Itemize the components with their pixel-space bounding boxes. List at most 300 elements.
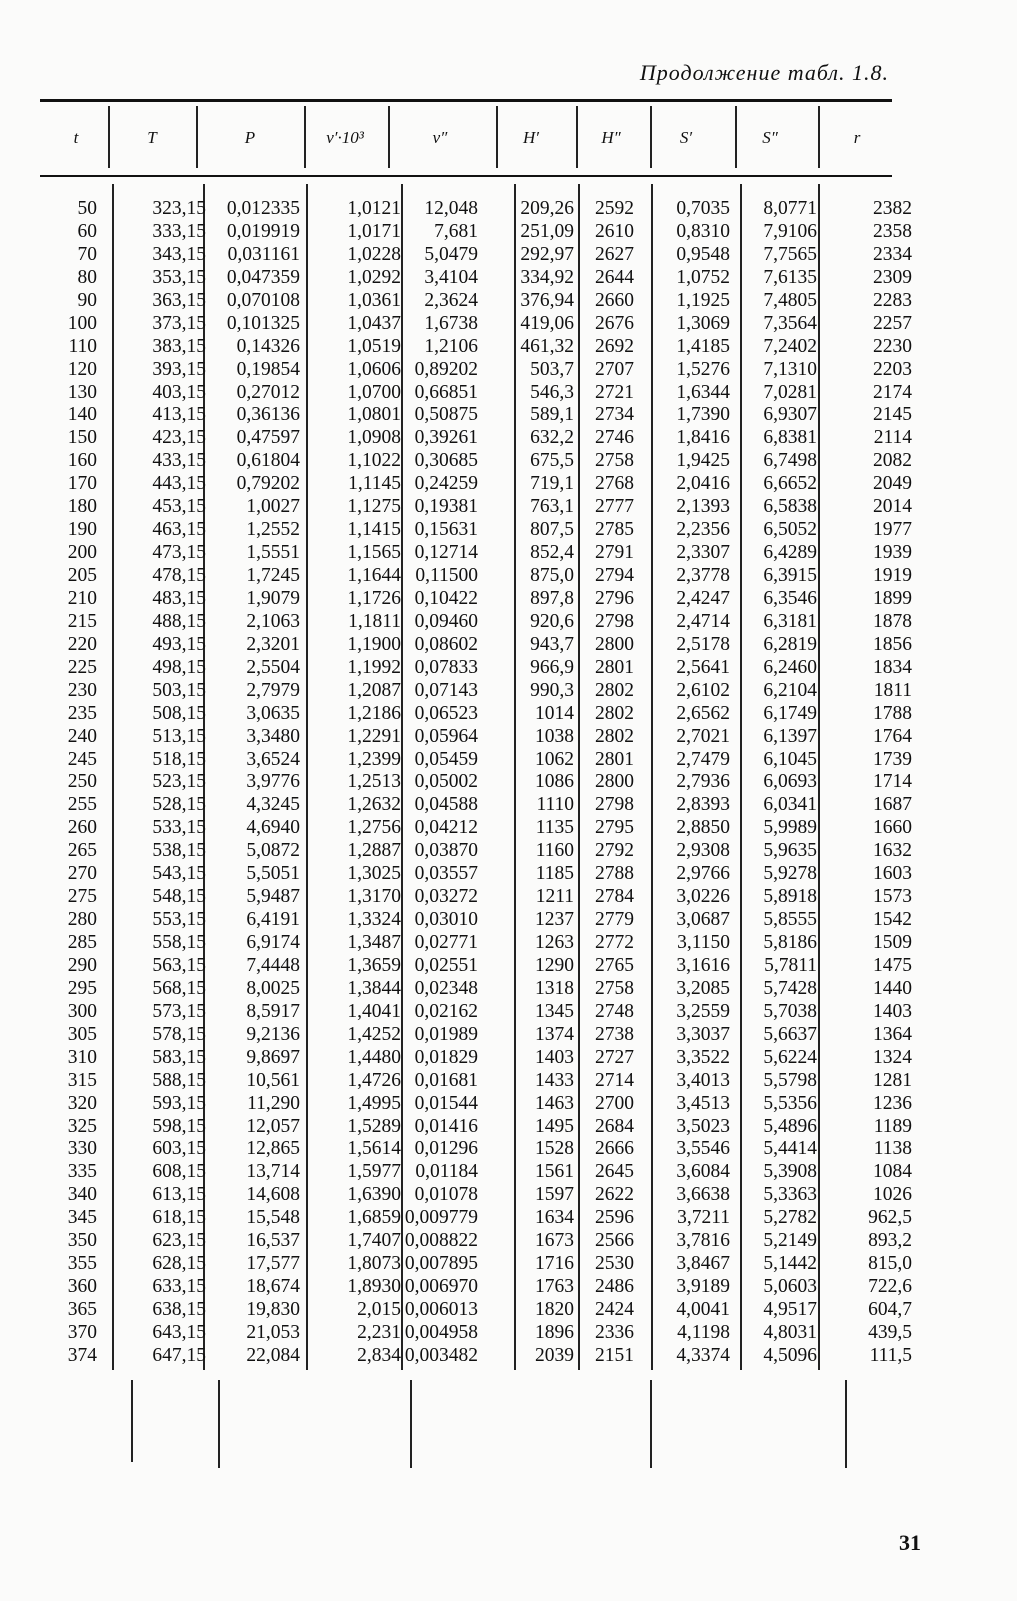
- table-cell: 0,009779: [404, 1207, 478, 1229]
- table-cell: 413,15: [152, 404, 206, 426]
- table-cell: 295: [67, 977, 97, 999]
- table-cell: 0,03272: [414, 886, 478, 908]
- table-cell: 2039: [535, 1344, 574, 1366]
- table-cell: 1,4185: [676, 335, 730, 357]
- table-cell: 13,714: [246, 1161, 300, 1183]
- table-cell: 2772: [595, 932, 634, 953]
- table-cell: 1,8416: [676, 427, 730, 449]
- table-cell: 5,0872: [246, 840, 300, 862]
- table-cell: 3,2559: [676, 1000, 730, 1022]
- table-cell: 1603: [873, 863, 912, 885]
- table-cell: 15,548: [246, 1207, 300, 1229]
- table-cell: 5,0479: [424, 243, 478, 265]
- table-cell: 325: [67, 1115, 97, 1137]
- table-cell: 6,9174: [246, 932, 300, 953]
- table-cell: 335: [67, 1161, 97, 1183]
- table-cell: 3,5023: [676, 1115, 730, 1137]
- table-cell: 5,7811: [764, 954, 817, 976]
- table-cell: 513,15: [152, 725, 206, 747]
- table-cell: 1,1145: [348, 473, 401, 495]
- table-cell: 2644: [595, 266, 634, 288]
- table-cell: 1,1565: [347, 542, 401, 564]
- table-cell: 618,15: [152, 1207, 206, 1229]
- table-cell: 3,1150: [677, 932, 730, 953]
- table-cell: 1,1992: [347, 656, 401, 678]
- table-cell: 6,8381: [763, 427, 817, 449]
- table-cell: 7,9106: [763, 220, 817, 242]
- table-cell: 7,2402: [763, 335, 817, 357]
- column-divider: [306, 184, 308, 1370]
- table-cell: 4,3374: [676, 1344, 730, 1366]
- table-cell: 220: [67, 633, 97, 655]
- table-cell: 2,0416: [676, 473, 730, 495]
- table-cell: 2,015: [357, 1299, 401, 1320]
- page-number: 31: [899, 1530, 921, 1555]
- table-cell: 1,3324: [347, 909, 401, 931]
- table-cell: 240: [67, 725, 97, 747]
- table-cell: 493,15: [152, 633, 206, 655]
- table-cell: 3,7816: [676, 1230, 730, 1252]
- table-cell: 0,09460: [414, 610, 478, 632]
- table-cell: 0,7035: [676, 198, 730, 219]
- table-cell: 4,1198: [677, 1321, 730, 1343]
- table-cell: 5,8918: [763, 886, 817, 908]
- table-cell: 593,15: [152, 1092, 206, 1114]
- table-cell: 5,5356: [763, 1092, 817, 1114]
- table-cell: 22,084: [246, 1344, 300, 1366]
- table-cell: 423,15: [152, 427, 206, 449]
- table-cell: 1263: [535, 932, 574, 953]
- table-cell: 6,1749: [763, 702, 817, 724]
- table-cell: 60: [77, 220, 97, 242]
- table-cell: 1632: [873, 840, 912, 862]
- table-cell: 461,32: [520, 335, 574, 357]
- table-cell: 2801: [595, 656, 634, 678]
- table-caption: Продолжение табл. 1.8.: [639, 60, 889, 85]
- table-cell: 1,5977: [347, 1161, 401, 1183]
- column-header-H2: H″: [601, 128, 621, 147]
- table-cell: 360: [67, 1276, 97, 1298]
- table-cell: 0,01078: [414, 1184, 478, 1206]
- table-cell: 0,39261: [414, 427, 478, 449]
- table-cell: 5,6637: [763, 1023, 817, 1045]
- table-cell: 0,004958: [404, 1321, 478, 1343]
- column-divider: [108, 106, 110, 168]
- table-cell: 598,15: [152, 1115, 206, 1137]
- table-cell: 2,6102: [676, 679, 730, 701]
- table-cell: 300: [67, 1000, 97, 1022]
- table-cell: 3,3037: [676, 1023, 730, 1045]
- table-cell: 100: [67, 312, 97, 334]
- table-cell: 6,5052: [763, 519, 817, 541]
- table-cell: 315: [67, 1069, 97, 1091]
- table-cell: 633,15: [152, 1276, 206, 1298]
- table-cell: 0,50875: [414, 404, 478, 426]
- table-cell: 0,019919: [226, 220, 300, 242]
- table-cell: 1,0908: [347, 427, 401, 449]
- table-cell: 2700: [595, 1092, 634, 1114]
- table-cell: 943,7: [530, 633, 574, 655]
- table-cell: 1185: [535, 863, 574, 885]
- column-header-v2: v″: [432, 128, 448, 147]
- column-v2: [405, 198, 478, 1368]
- table-cell: 2800: [595, 633, 634, 655]
- table-cell: 0,031161: [227, 243, 300, 265]
- table-cell: 483,15: [152, 587, 206, 609]
- table-cell: 3,8467: [676, 1253, 730, 1275]
- table-cell: 920,6: [530, 610, 574, 632]
- column-header-S1: S′: [679, 128, 693, 147]
- table-cell: 0,003482: [404, 1344, 478, 1366]
- table-cell: 4,8031: [763, 1321, 817, 1343]
- table-cell: 5,4896: [763, 1115, 817, 1137]
- table-cell: 6,2460: [763, 656, 817, 678]
- table-cell: 3,4013: [676, 1069, 730, 1091]
- table-cell: 0,03557: [414, 863, 478, 885]
- table-cell: 1509: [873, 932, 912, 953]
- table-cell: 1,0361: [347, 289, 401, 311]
- table-cell: 370: [67, 1321, 97, 1343]
- table-cell: 5,9635: [763, 840, 817, 862]
- table-cell: 1,2513: [347, 771, 401, 793]
- table-cell: 553,15: [152, 909, 206, 931]
- table-cell: 19,830: [246, 1299, 300, 1320]
- table-cell: 1,2552: [246, 519, 300, 541]
- table-cell: 0,10422: [414, 587, 478, 609]
- table-cell: 1,6859: [347, 1207, 401, 1229]
- table-cell: 1,0228: [347, 243, 401, 265]
- table-cell: 1,1415: [347, 519, 401, 541]
- table-cell: 1440: [873, 977, 912, 999]
- table-cell: 160: [67, 450, 97, 472]
- column-divider: [514, 184, 516, 1370]
- table-cell: 2,8850: [676, 817, 730, 839]
- table-cell: 2145: [873, 404, 912, 426]
- table-cell: 1,6390: [347, 1184, 401, 1206]
- table-cell: 2748: [595, 1000, 634, 1022]
- table-cell: 1,2399: [347, 748, 401, 770]
- table-cell: 2,3624: [424, 289, 478, 311]
- table-cell: 0,27012: [236, 381, 300, 403]
- table-cell: 1,1925: [676, 289, 730, 311]
- table-cell: 2798: [595, 610, 634, 632]
- table-cell: 2,6562: [676, 702, 730, 724]
- table-cell: 4,9517: [763, 1299, 817, 1320]
- table-cell: 962,5: [868, 1207, 912, 1229]
- table-cell: 0,8310: [676, 220, 730, 242]
- table-cell: 2746: [595, 427, 634, 449]
- table-cell: 18,674: [246, 1276, 300, 1298]
- table-cell: 150: [67, 427, 97, 449]
- table-cell: 2802: [595, 679, 634, 701]
- table-cell: 1,2087: [347, 679, 401, 701]
- table-cell: 1,4252: [347, 1023, 401, 1045]
- table-cell: 140: [67, 404, 97, 426]
- table-cell: 1763: [535, 1276, 574, 1298]
- table-cell: 0,15631: [414, 519, 478, 541]
- column-header-t: t: [73, 128, 79, 147]
- table-cell: 1,0292: [347, 266, 401, 288]
- table-cell: 478,15: [152, 565, 206, 586]
- table-cell: 3,0226: [676, 886, 730, 908]
- table-cell: 323,15: [152, 198, 206, 219]
- table-cell: 528,15: [152, 794, 206, 816]
- table-cell: 7,6135: [763, 266, 817, 288]
- column-divider: [818, 106, 820, 168]
- table-cell: 1189: [873, 1115, 912, 1137]
- table-cell: 508,15: [152, 702, 206, 724]
- table-cell: 1237: [535, 909, 574, 931]
- table-cell: 1135: [535, 817, 574, 839]
- table-cell: 6,4191: [246, 909, 300, 931]
- table-cell: 1,2291: [347, 725, 401, 747]
- table-cell: 897,8: [530, 587, 574, 609]
- table-cell: 285: [67, 932, 97, 953]
- table-cell: 3,4104: [424, 266, 478, 288]
- table-cell: 558,15: [152, 932, 206, 953]
- table-cell: 583,15: [152, 1046, 206, 1068]
- table-cell: 2622: [595, 1184, 634, 1206]
- table-cell: 1433: [535, 1069, 574, 1091]
- table-cell: 363,15: [152, 289, 206, 311]
- table-cell: 1,8073: [347, 1253, 401, 1275]
- table-cell: 2721: [595, 381, 634, 403]
- table-cell: 6,1045: [763, 748, 817, 770]
- table-cell: 6,3181: [763, 610, 817, 632]
- table-cell: 603,15: [152, 1138, 206, 1160]
- table-cell: 2049: [873, 473, 912, 495]
- table-cell: 343,15: [152, 243, 206, 265]
- table-cell: 2800: [595, 771, 634, 793]
- table-cell: 2,1393: [676, 496, 730, 518]
- column-divider: [388, 106, 390, 168]
- table-cell: 11,290: [247, 1092, 300, 1114]
- table-cell: 1,4041: [347, 1000, 401, 1022]
- table-cell: 2765: [595, 954, 634, 976]
- table-cell: 120: [67, 358, 97, 380]
- table-cell: 638,15: [152, 1299, 206, 1320]
- table-cell: 1,4726: [347, 1069, 401, 1091]
- table-cell: 2358: [873, 220, 912, 242]
- table-cell: 0,66851: [414, 381, 478, 403]
- table-cell: 1086: [535, 771, 574, 793]
- table-cell: 6,0693: [763, 771, 817, 793]
- table-cell: 2174: [873, 381, 912, 403]
- table-cell: 17,577: [246, 1253, 300, 1275]
- table-cell: 130: [67, 381, 97, 403]
- table-cell: 2802: [595, 725, 634, 747]
- table-cell: 1,0606: [347, 358, 401, 380]
- table-cell: 1084: [873, 1161, 912, 1183]
- table-cell: 1,1726: [347, 587, 401, 609]
- table-cell: 245: [67, 748, 97, 770]
- table-cell: 2014: [873, 496, 912, 518]
- column-divider: [740, 184, 742, 1370]
- table-cell: 1,0437: [347, 312, 401, 334]
- table-cell: 1811: [873, 679, 912, 701]
- table-cell: 374: [67, 1344, 97, 1366]
- table-cell: 5,9989: [763, 817, 817, 839]
- table-cell: 5,8186: [763, 932, 817, 953]
- column-divider: [304, 106, 306, 168]
- table-cell: 1939: [873, 542, 912, 564]
- table-cell: 2684: [595, 1115, 634, 1137]
- table-cell: 589,1: [530, 404, 574, 426]
- table-cell: 1878: [873, 610, 912, 632]
- table-cell: 763,1: [530, 496, 574, 518]
- column-divider: [576, 106, 578, 168]
- table-cell: 2794: [595, 565, 634, 586]
- table-cell: 0,06523: [414, 702, 478, 724]
- table-cell: 2801: [595, 748, 634, 770]
- table-cell: 333,15: [152, 220, 206, 242]
- table-cell: 0,006970: [404, 1276, 478, 1298]
- column-divider: [650, 1380, 652, 1468]
- table-cell: 6,2819: [763, 633, 817, 655]
- table-cell: 2798: [595, 794, 634, 816]
- table-cell: 1,3844: [347, 977, 401, 999]
- table-cell: 6,5838: [763, 496, 817, 518]
- table-cell: 578,15: [152, 1023, 206, 1045]
- table-cell: 498,15: [152, 656, 206, 678]
- table-cell: 1856: [873, 633, 912, 655]
- column-H2: [595, 198, 634, 1368]
- table-cell: 7,1310: [763, 358, 817, 380]
- table-cell: 568,15: [152, 977, 206, 999]
- column-v1: [347, 198, 401, 1368]
- table-cell: 893,2: [868, 1230, 912, 1252]
- table-cell: 290: [67, 954, 97, 976]
- table-cell: 1038: [535, 725, 574, 747]
- column-divider: [196, 106, 198, 168]
- column-header-v1: v′·10³: [326, 128, 364, 147]
- table-cell: 1,1022: [347, 450, 401, 472]
- table-cell: 1,1811: [348, 610, 401, 632]
- column-divider: [735, 106, 737, 168]
- table-cell: 1475: [873, 954, 912, 976]
- table-cell: 1,3659: [347, 954, 401, 976]
- column-divider: [578, 184, 580, 1370]
- table-cell: 647,15: [152, 1344, 206, 1366]
- table-cell: 543,15: [152, 863, 206, 885]
- table-cell: 190: [67, 519, 97, 541]
- table-cell: 9,2136: [246, 1023, 300, 1045]
- table-cell: 5,7428: [763, 977, 817, 999]
- table-cell: 305: [67, 1023, 97, 1045]
- table-cell: 4,0041: [676, 1299, 730, 1320]
- column-divider: [651, 184, 653, 1370]
- table-cell: 9,8697: [246, 1046, 300, 1068]
- table-cell: 2768: [595, 473, 634, 495]
- table-cell: 7,4805: [763, 289, 817, 311]
- column-r: [868, 198, 912, 1368]
- table-cell: 6,7498: [763, 450, 817, 472]
- table-cell: 2257: [873, 312, 912, 334]
- table-cell: 1374: [535, 1023, 574, 1045]
- table-cell: 0,012335: [226, 198, 300, 219]
- table-cell: 1,2756: [347, 817, 401, 839]
- table-cell: 1110: [536, 794, 574, 816]
- table-cell: 875,0: [530, 565, 574, 586]
- table-cell: 1764: [873, 725, 912, 747]
- table-cell: 503,7: [530, 358, 574, 380]
- table-cell: 0,24259: [414, 473, 478, 495]
- table-cell: 230: [67, 679, 97, 701]
- table-cell: 463,15: [152, 519, 206, 541]
- table-cell: 623,15: [152, 1230, 206, 1252]
- column-t: [68, 198, 97, 1368]
- table-cell: 6,4289: [763, 542, 817, 564]
- table-cell: 1716: [535, 1253, 574, 1275]
- table-cell: 1364: [873, 1023, 912, 1045]
- table-cell: 0,03870: [414, 840, 478, 862]
- table-cell: 1660: [873, 817, 912, 839]
- table-cell: 1788: [873, 702, 912, 724]
- table-cell: 260: [67, 817, 97, 839]
- table-cell: 439,5: [868, 1321, 912, 1343]
- table-cell: 255: [67, 794, 97, 816]
- table-cell: 1919: [873, 565, 912, 586]
- table-cell: 12,865: [246, 1138, 300, 1160]
- table-cell: 1899: [873, 587, 912, 609]
- table-cell: 6,9307: [763, 404, 817, 426]
- table-cell: 80: [77, 266, 97, 288]
- table-cell: 2486: [595, 1276, 634, 1298]
- table-cell: 2,231: [357, 1321, 401, 1343]
- table-cell: 1,7390: [676, 404, 730, 426]
- table-cell: 205: [67, 565, 97, 586]
- table-cell: 0,12714: [414, 542, 478, 564]
- table-cell: 453,15: [152, 496, 206, 518]
- table-cell: 807,5: [530, 519, 574, 541]
- table-cell: 0,9548: [676, 243, 730, 265]
- table-cell: 2692: [595, 335, 634, 357]
- column-divider: [112, 184, 114, 1370]
- header-rule: [40, 175, 892, 177]
- table-cell: 1597: [535, 1184, 574, 1206]
- table-cell: 2784: [595, 886, 634, 908]
- table-cell: 383,15: [152, 335, 206, 357]
- table-cell: 292,97: [520, 243, 574, 265]
- table-cell: 1062: [535, 748, 574, 770]
- table-cell: 1,1644: [347, 565, 401, 586]
- table-cell: 1,7245: [246, 565, 300, 586]
- table-cell: 2727: [595, 1046, 634, 1068]
- table-cell: 1,0700: [347, 381, 401, 403]
- table-cell: 608,15: [152, 1161, 206, 1183]
- table-cell: 2592: [595, 198, 634, 219]
- table-cell: 2,9766: [676, 863, 730, 885]
- table-cell: 1,0121: [347, 198, 401, 219]
- table-cell: 2114: [873, 427, 912, 449]
- table-cell: 2627: [595, 243, 634, 265]
- table-cell: 7,7565: [763, 243, 817, 265]
- table-cell: 1403: [873, 1000, 912, 1022]
- table-cell: 1673: [535, 1230, 574, 1252]
- table-cell: 1714: [873, 771, 912, 793]
- table-cell: 1026: [873, 1184, 912, 1206]
- table-cell: 604,7: [868, 1299, 912, 1320]
- table-cell: 5,2149: [763, 1230, 817, 1252]
- table-cell: 2530: [595, 1253, 634, 1275]
- table-cell: 275: [67, 886, 97, 908]
- table-cell: 1,4480: [347, 1046, 401, 1068]
- table-cell: 265: [67, 840, 97, 862]
- table-cell: 320: [67, 1092, 97, 1114]
- table-cell: 0,61804: [236, 450, 300, 472]
- table-cell: 200: [67, 542, 97, 564]
- table-cell: 3,5546: [676, 1138, 730, 1160]
